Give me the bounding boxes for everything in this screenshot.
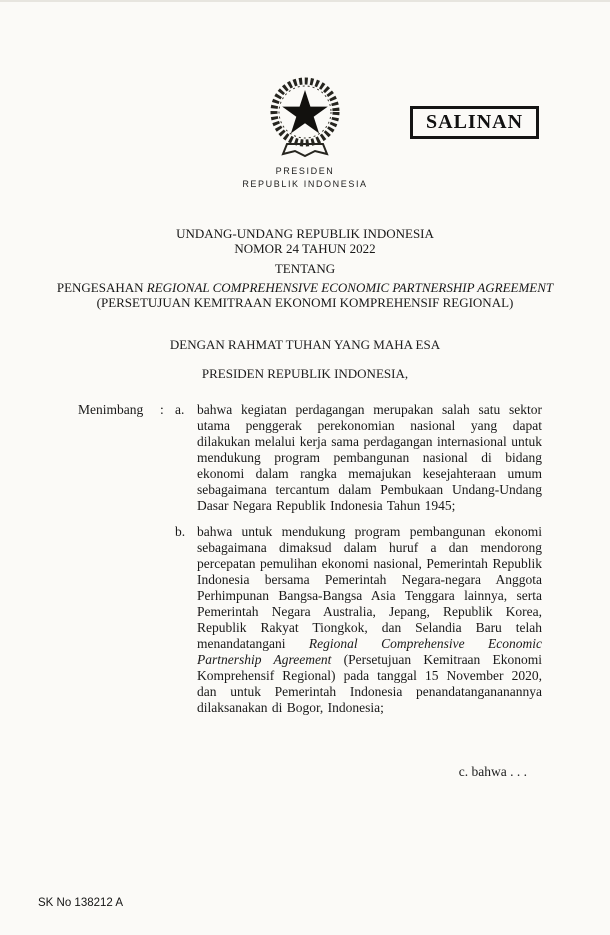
catchword-continuation: c. bahwa . . . xyxy=(458,764,527,779)
salinan-label: SALINAN xyxy=(426,111,524,133)
preamble-presiden: PRESIDEN REPUBLIK INDONESIA, xyxy=(201,366,409,381)
presidential-emblem-icon xyxy=(257,72,353,162)
serial-number: SK No 138212 A xyxy=(38,897,124,909)
letterhead-republik: REPUBLIK INDONESIA xyxy=(242,179,368,189)
law-title-number: NOMOR 24 TAHUN 2022 xyxy=(234,241,376,256)
title-block xyxy=(40,226,570,310)
item-b-text xyxy=(197,524,542,716)
item-b-text-before: bahwa untuk mendukung program pembangunan ekonomi sebagaimana dimaksud dalam huruf a dan mendorong percepatan pemulihan ekonomi nasional, Pemerintah Republik Indonesia bersama Pemerintah Negara-negara Anggota Perhimpunan Bangsa-Bangsa Asia Tenggara lainnya, serta Pemerintah Negara Australia, Jepang, Republik Korea, Republik Rakyat Tiongkok, dan Selandia Baru telah menandatangani xyxy=(197,524,542,651)
considering-item-a xyxy=(175,402,542,514)
letterhead xyxy=(0,166,610,192)
item-b-text-after: (Persetujuan Kemitraan Ekonomi Komprehensif Regional) pada tanggal 15 November 2020, dan untuk Pemerintah Indonesia penandatangananannya dilaksanakan di Bogor, Indonesia; xyxy=(197,652,542,715)
salinan-stamp xyxy=(410,106,539,139)
considering-colon: : xyxy=(160,402,164,417)
item-b-marker: b. xyxy=(175,524,186,539)
law-title-tentang: TENTANG xyxy=(274,261,336,276)
preamble xyxy=(0,337,610,382)
item-a-text: bahwa kegiatan perdagangan merupakan salah satu sektor utama penggerak perekonomian nasional yang dapat dilakukan melalui kerja sama perdagangan internasional untuk mendukung program pembangunan nasional di bidang ekonomi dalam rangka memajukan kesejahteraan umum sebagaimana tercantum dalam Pembukaan Undang-Undang Dasar Negara Republik Indonesia Tahun 1945; xyxy=(197,402,542,513)
item-a-marker: a. xyxy=(175,402,185,417)
considering-items xyxy=(175,402,542,726)
letterhead-presiden: PRESIDEN xyxy=(275,166,335,176)
subject-prefix: PENGESAHAN xyxy=(56,280,147,295)
preamble-rahmat: DENGAN RAHMAT TUHAN YANG MAHA ESA xyxy=(169,337,441,352)
law-title-subject-translation: (PERSETUJUAN KEMITRAAN EKONOMI KOMPREHENSIF REGIONAL) xyxy=(96,295,514,310)
subject-agreement-name: REGIONAL COMPREHENSIVE ECONOMIC PARTNERSHIP AGREEMENT xyxy=(146,280,554,295)
considering-item-b xyxy=(175,524,542,716)
law-title-line1: UNDANG-UNDANG REPUBLIK INDONESIA xyxy=(176,226,434,241)
law-title-subject xyxy=(40,280,570,295)
considering-section xyxy=(78,402,542,726)
item-b-agreement-name: Regional Comprehensive Economic Partnership Agreement xyxy=(197,636,542,667)
considering-label: Menimbang xyxy=(78,402,144,417)
